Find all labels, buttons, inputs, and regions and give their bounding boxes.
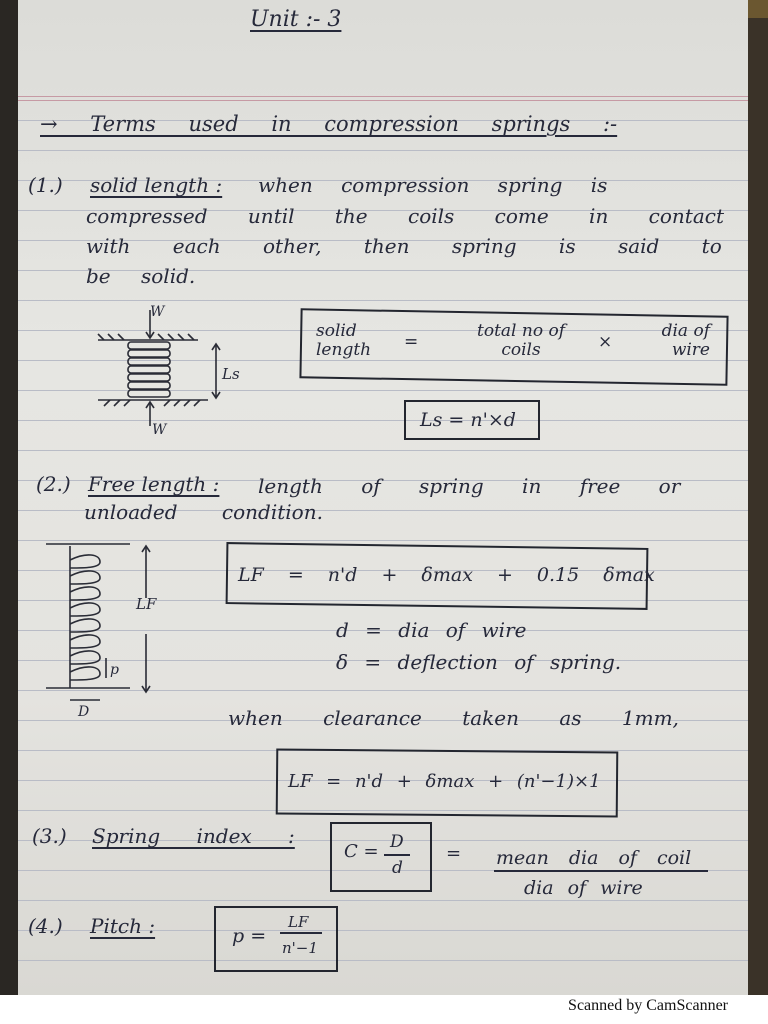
ls-formula: Ls = n'×d (420, 409, 516, 431)
box-solid-length: solid length (316, 321, 372, 360)
notebook-page (18, 0, 748, 995)
spring-index-ratio-bar (494, 870, 708, 872)
clearance-formula: LF = n'd + δmax + (n'−1)×1 (288, 771, 601, 792)
scan-footer (0, 995, 768, 1024)
pitch-fraction-bar (280, 932, 322, 934)
unit-heading: Unit :- 3 (250, 7, 342, 32)
item-2-number: (2.) (36, 472, 71, 496)
scan-edge-right (748, 0, 768, 995)
pitch-formula-num: LF (288, 913, 309, 931)
item-2-line-1: length of spring in free or (258, 474, 681, 498)
solid-length-label: Ls (222, 365, 240, 383)
spring-index-ratio-num: mean dia of coil (496, 847, 692, 869)
free-length-formula: LF = n'd + δmax + 0.15 δmax (238, 564, 655, 586)
load-label-bottom: W (152, 422, 167, 438)
item-1-line-3: with each other, then spring is said to (86, 234, 722, 258)
spring-index-equals: = (446, 843, 462, 864)
def-deflection: δ = deflection of spring. (336, 650, 622, 674)
item-4-number: (4.) (28, 914, 63, 938)
camscanner-watermark: Scanned by CamScanner (568, 997, 728, 1014)
item-4-title: Pitch : (90, 914, 156, 938)
item-1-title: solid length : (90, 173, 223, 197)
box-dia-wire: dia of wire (661, 321, 710, 360)
item-2-line-2: unloaded condition. (84, 500, 323, 524)
spring-index-den: d (392, 858, 403, 878)
item-2-title: Free length : (88, 472, 220, 496)
pitch-formula-den: n'−1 (282, 939, 318, 957)
spring-index-ratio-den: dia of wire (524, 877, 643, 899)
pitch-formula-p: p = (232, 925, 267, 947)
spring-index-num: D (390, 832, 404, 852)
load-label-top: W (150, 304, 165, 320)
free-spring-figure (46, 538, 166, 718)
item-1-line-2: compressed until the coils come in contact (86, 204, 725, 228)
item-1-line-4: be solid. (86, 264, 196, 288)
box-times: × (598, 332, 613, 352)
item-3-title: Spring index : (92, 824, 295, 848)
coil-dia-label: D (78, 704, 90, 720)
free-length-label: LF (136, 595, 157, 613)
scan-edge-left (0, 0, 18, 995)
item-1-line-1: when compression spring is (258, 173, 608, 197)
def-wire-dia: d = dia of wire (336, 618, 527, 642)
item-3-number: (3.) (32, 824, 67, 848)
pitch-label: p (110, 662, 119, 678)
box-total-coils: total no of coils (477, 321, 565, 360)
item-1-number: (1.) (28, 173, 63, 197)
compressed-spring-figure (98, 300, 238, 440)
section-title: → Terms used in compression springs :- (40, 112, 618, 136)
box-equals: = (404, 332, 419, 352)
clearance-note: when clearance taken as 1mm, (228, 706, 679, 730)
spring-index-c: C = (344, 841, 379, 862)
